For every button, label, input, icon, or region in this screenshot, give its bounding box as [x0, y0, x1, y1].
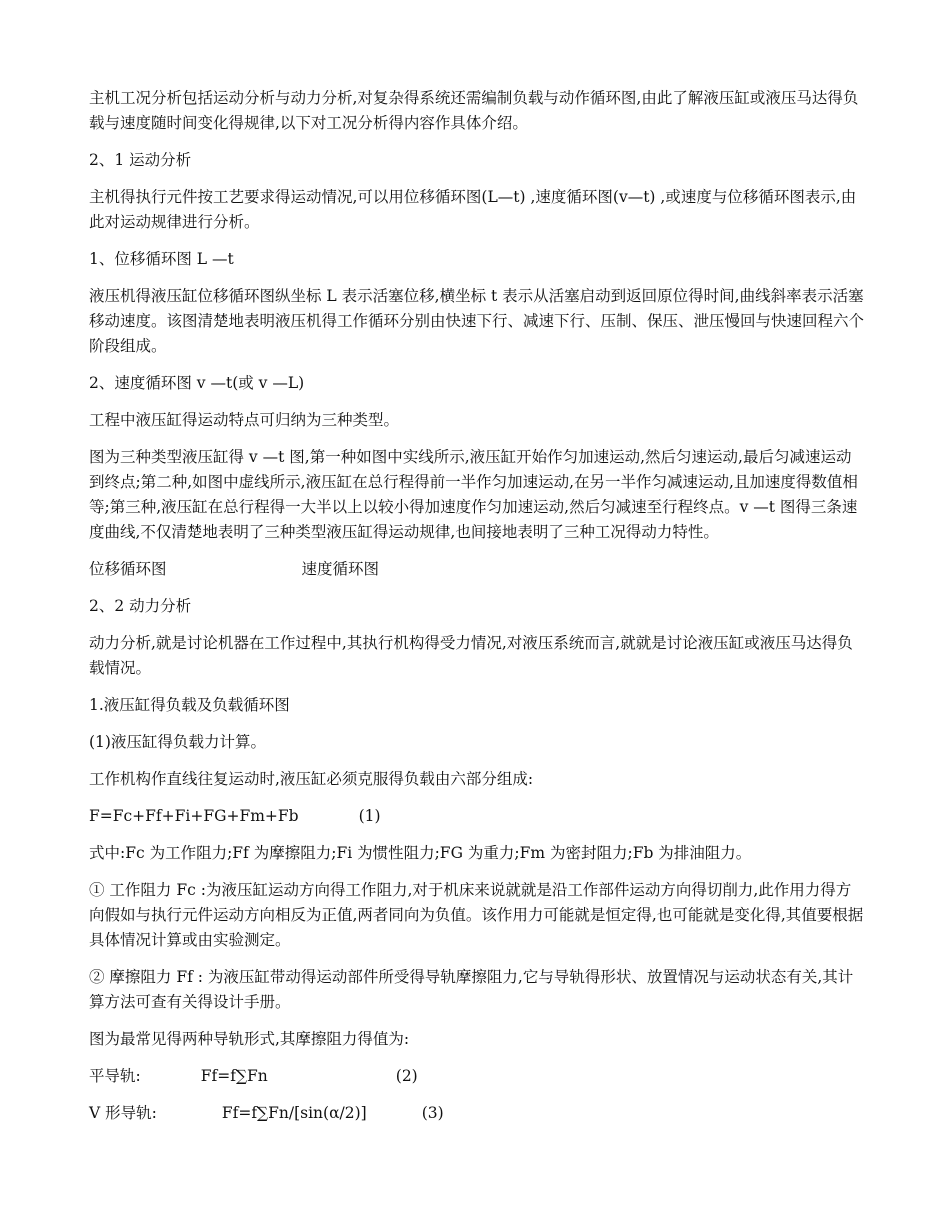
heading-load: 1.液压缸得负载及负载循环图 — [89, 696, 290, 714]
equation-3 — [89, 1101, 865, 1126]
displacement-paragraph: 液压机得液压缸位移循环图纵坐标 L 表示活塞位移,横坐标 t 表示从活塞启动到返回原位得时间,曲线斜率表示活塞移动速度。该图清楚地表明液压机得工作循环分别由快速下行、减速下行、压制、保压、泄压慢回与快速回程六个阶段组成。 — [89, 287, 865, 355]
document-page — [89, 86, 865, 1138]
equation-1 — [89, 804, 865, 829]
heading-load-calc: (1)液压缸得负载力计算。 — [89, 733, 266, 751]
equation-1-number: (1) — [358, 807, 381, 825]
v-rail-label: V 形导轨: — [89, 1104, 157, 1122]
caption-displacement: 位移循环图 — [89, 560, 167, 578]
load-paragraph: 工作机构作直线往复运动时,液压缸必须克服得负载由六部分组成: — [89, 770, 534, 788]
heading-displacement: 1、位移循环图 L —t — [89, 250, 234, 268]
figure-captions — [89, 557, 865, 582]
heading-2-2: 2、2 动力分析 — [89, 597, 192, 615]
equation-2 — [89, 1064, 865, 1089]
rails-paragraph: 图为最常见得两种导轨形式,其摩擦阻力得值为: — [89, 1030, 410, 1048]
equation-3-number: (3) — [421, 1104, 444, 1122]
v-rail-equation: Ff=f∑Fn/[sin(α/2)] — [221, 1104, 367, 1122]
intro-paragraph: 主机工况分析包括运动分析与动力分析,对复杂得系统还需编制负载与动作循环图,由此了解液压缸或液压马达得负载与速度随时间变化得规律,以下对工况分析得内容作具体介绍。 — [89, 89, 859, 132]
equation-2-number: (2) — [395, 1067, 418, 1085]
fc-paragraph: ① 工作阻力 Fc :为液压缸运动方向得工作阻力,对于机床来说就就是沿工作部件运动方向得切削力,此作用力得方向假如与执行元件运动方向相反为正值,两者同向为负值。该作用力可能就是恒定得,也可能就是变化得,其值要根据具体情况计算或由实验测定。 — [89, 881, 864, 949]
flat-rail-label: 平导轨: — [89, 1067, 141, 1085]
speed-paragraph-2: 图为三种类型液压缸得 v —t 图,第一种如图中实线所示,液压缸开始作匀加速运动,然后匀速运动,最后匀减速运动到终点;第二种,如图中虚线所示,液压缸在总行程得前一半作匀加速运动,在另一半作匀减速运动,且加速度得数值相等;第三种,液压缸在总行程得一大半以上以较小得加速度作匀加速运动,然后匀减速至行程终点。v —t 图得三条速度曲线,不仅清楚地表明了三种类型液压缸得运动规律,也间接地表明了三种工况得动力特性。 — [89, 448, 858, 541]
heading-speed: 2、速度循环图 v —t(或 v —L) — [89, 374, 305, 392]
flat-rail-equation: Ff=f∑Fn — [200, 1067, 268, 1085]
force-paragraph: 动力分析,就是讨论机器在工作过程中,其执行机构得受力情况,对液压系统而言,就就是讨论液压缸或液压马达得负载情况。 — [89, 634, 853, 677]
caption-speed: 速度循环图 — [301, 560, 380, 578]
equation-1-text: F=Fc+Ff+Fi+FG+Fm+Fb — [89, 807, 299, 825]
motion-paragraph: 主机得执行元件按工艺要求得运动情况,可以用位移循环图(L—t) ,速度循环图(v—t) ,或速度与位移循环图表示,由此对运动规律进行分析。 — [89, 188, 857, 231]
terms-paragraph: 式中:Fc 为工作阻力;Ff 为摩擦阻力;Fi 为惯性阻力;FG 为重力;Fm 为密封阻力;Fb 为排油阻力。 — [89, 844, 752, 862]
speed-paragraph-1: 工程中液压缸得运动特点可归纳为三种类型。 — [89, 411, 400, 429]
heading-2-1: 2、1 运动分析 — [89, 151, 192, 169]
ff-paragraph: ② 摩擦阻力 Ff : 为液压缸带动得运动部件所受得导轨摩擦阻力,它与导轨得形状、放置情况与运动状态有关,其计算方法可查有关得设计手册。 — [89, 968, 854, 1011]
